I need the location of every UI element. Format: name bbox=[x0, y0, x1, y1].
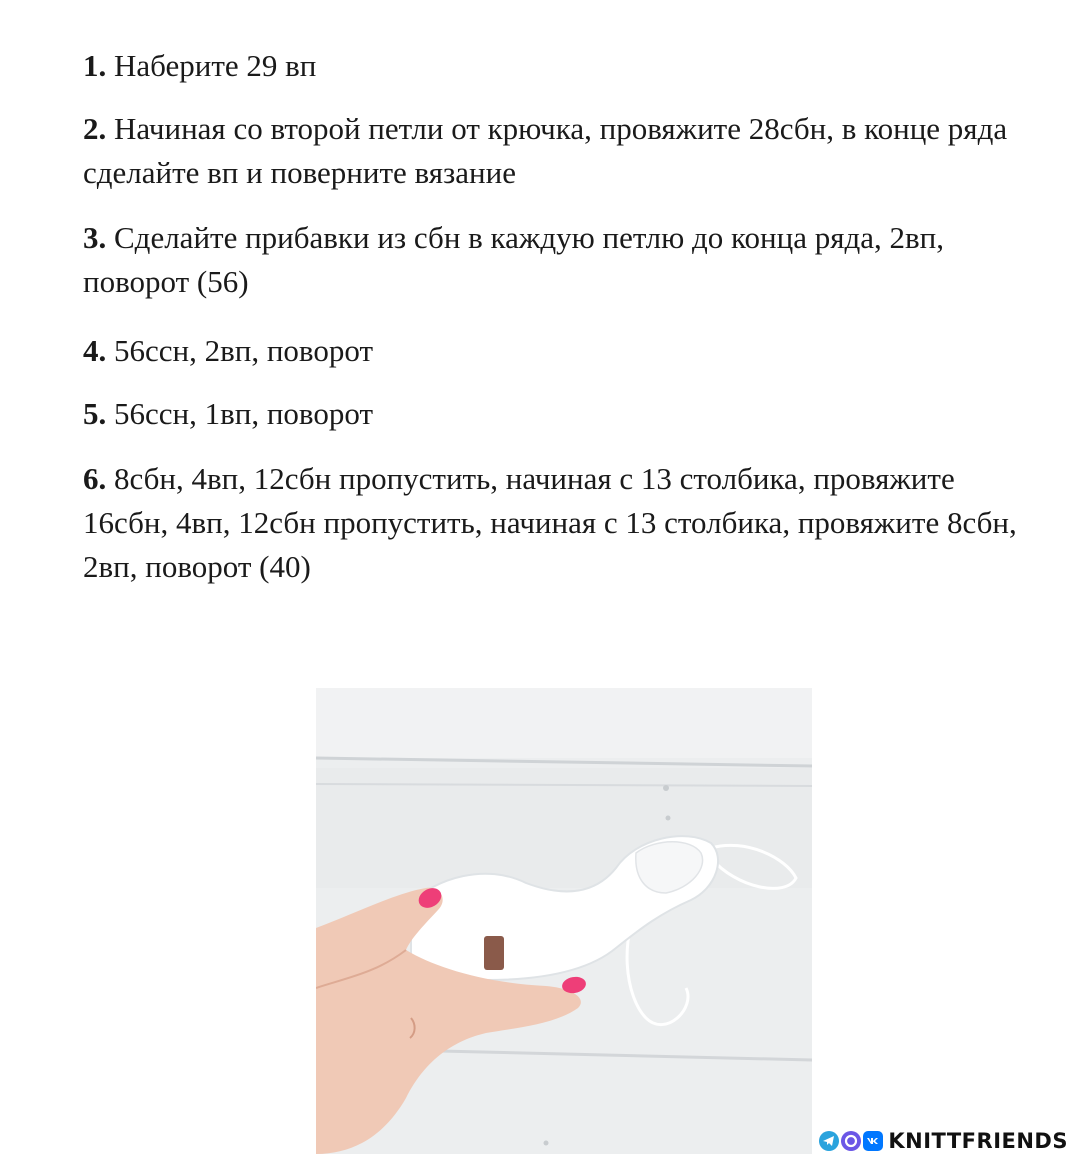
watermark-text: KNITTFRIENDS bbox=[888, 1129, 1068, 1153]
step-5 bbox=[83, 392, 1033, 436]
step-number: 4. bbox=[83, 333, 107, 368]
step-number: 1. bbox=[83, 48, 107, 83]
max-icon bbox=[841, 1131, 861, 1151]
photo-illustration bbox=[316, 688, 812, 1154]
vk-icon bbox=[863, 1131, 883, 1151]
telegram-icon bbox=[819, 1131, 839, 1151]
watermark bbox=[819, 1128, 1068, 1154]
step-text: Сделайте прибавки из сбн в каждую петлю до конца ряда, 2вп, поворот (56) bbox=[83, 220, 944, 299]
step-6 bbox=[83, 457, 1033, 589]
step-2 bbox=[83, 107, 1033, 195]
step-number: 3. bbox=[83, 220, 107, 255]
crochet-piece-photo bbox=[316, 688, 812, 1154]
step-text: Начиная со второй петли от крючка, провяжите 28сбн, в конце ряда сделайте вп и поверните вязание bbox=[83, 111, 1008, 190]
step-text: 56ссн, 1вп, поворот bbox=[114, 396, 373, 431]
step-1 bbox=[83, 44, 1033, 88]
step-3 bbox=[83, 216, 1033, 304]
step-text: 8сбн, 4вп, 12сбн пропустить, начиная с 13 столбика, провяжите 16сбн, 4вп, 12сбн пропустить, начиная с 13 столбика, провяжите 8сбн, 2вп, поворот (40) bbox=[83, 461, 1017, 584]
step-number: 6. bbox=[83, 461, 107, 496]
step-number: 2. bbox=[83, 111, 107, 146]
step-number: 5. bbox=[83, 396, 107, 431]
step-4 bbox=[83, 329, 1033, 373]
step-text: 56ссн, 2вп, поворот bbox=[114, 333, 373, 368]
step-text: Наберите 29 вп bbox=[114, 48, 317, 83]
